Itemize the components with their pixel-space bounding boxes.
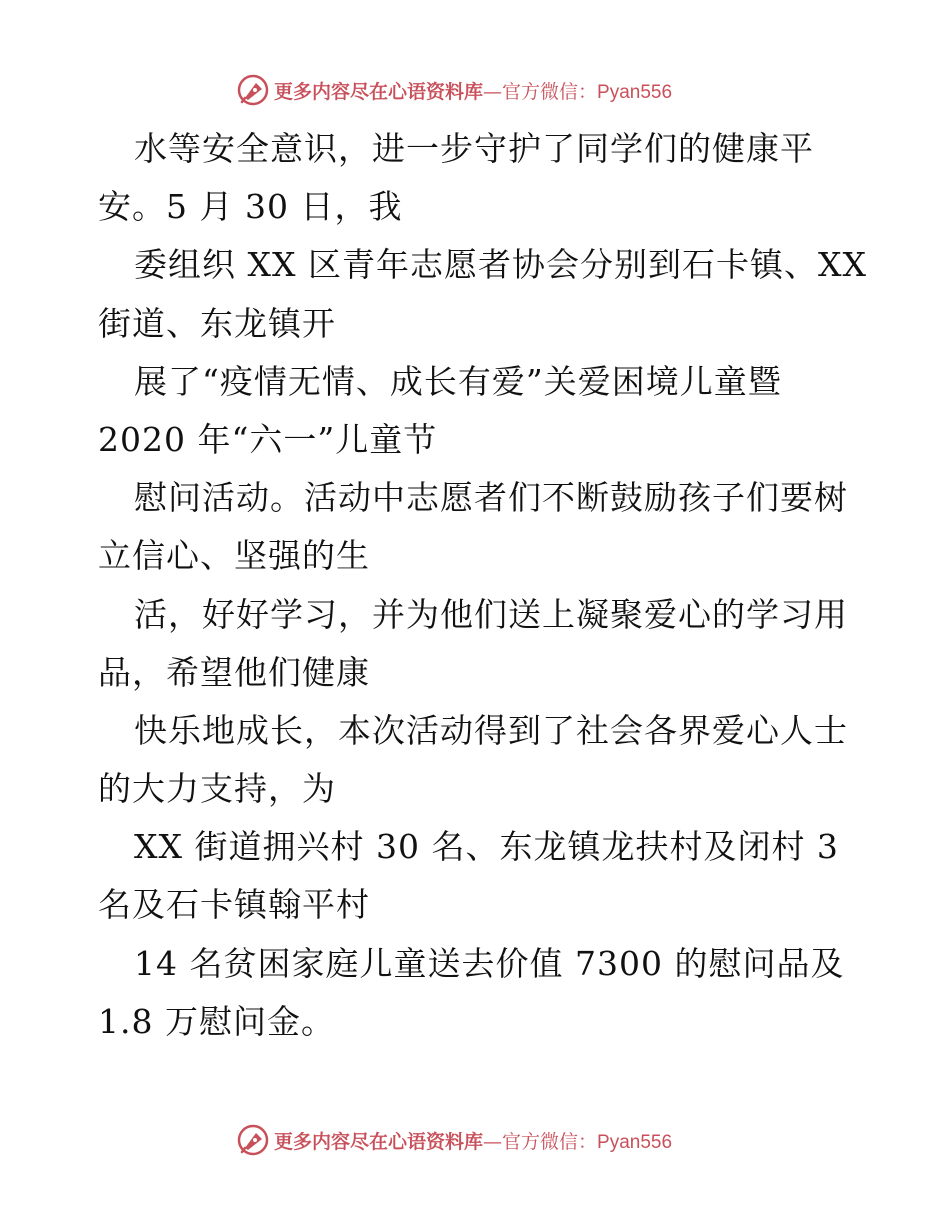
watermark-text bbox=[274, 77, 672, 104]
text-line: 活，好好学习，并为他们送上凝聚爱心的学习用 bbox=[134, 594, 848, 634]
text-line: 1.8 万慰问金。 bbox=[98, 1001, 335, 1041]
text-line: 委组织 XX 区青年志愿者协会分别到石卡镇、XX bbox=[134, 245, 867, 285]
watermark-text bbox=[274, 1127, 672, 1154]
text-line: 立信心、坚强的生 bbox=[98, 536, 370, 576]
pen-nib-icon bbox=[236, 1123, 270, 1157]
watermark-dash: — bbox=[483, 80, 503, 103]
text-line: 品，希望他们健康 bbox=[98, 652, 370, 692]
watermark-brand: 更多内容尽在心语资料库 bbox=[274, 1130, 484, 1153]
text-line: 水等安全意识，进一步守护了同学们的健康平 bbox=[134, 129, 814, 168]
text-line: 慰问活动。活动中志愿者们不断鼓励孩子们要树 bbox=[134, 478, 848, 518]
watermark-official-label: 官方微信： bbox=[502, 80, 598, 103]
header-watermark bbox=[236, 73, 672, 107]
text-line: 的大力支持，为 bbox=[98, 769, 336, 809]
text-line: 2020 年“六一”儿童节 bbox=[98, 419, 438, 459]
text-line: 名及石卡镇翰平村 bbox=[98, 885, 370, 925]
footer-watermark bbox=[236, 1123, 672, 1157]
watermark-official-label: 官方微信： bbox=[502, 1130, 598, 1153]
text-line: 快乐地成长，本次活动得到了社会各界爱心人士 bbox=[134, 710, 848, 750]
text-line: XX 街道拥兴村 30 名、东龙镇龙扶村及闭村 3 bbox=[134, 827, 839, 867]
watermark-dash: — bbox=[483, 1130, 503, 1153]
watermark-brand: 更多内容尽在心语资料库 bbox=[274, 80, 484, 103]
text-line: 展了“疫情无情、成长有爱”关爱困境儿童暨 bbox=[134, 361, 782, 401]
text-line: 街道、东龙镇开 bbox=[98, 303, 336, 343]
watermark-wechat-id: Pyan556 bbox=[597, 1131, 673, 1153]
body-text bbox=[98, 120, 867, 1051]
text-line: 安。5 月 30 日，我 bbox=[98, 187, 403, 227]
text-line: 14 名贫困家庭儿童送去价值 7300 的慰问品及 bbox=[134, 943, 845, 983]
pen-nib-icon bbox=[236, 73, 270, 107]
watermark-wechat-id: Pyan556 bbox=[597, 81, 673, 103]
